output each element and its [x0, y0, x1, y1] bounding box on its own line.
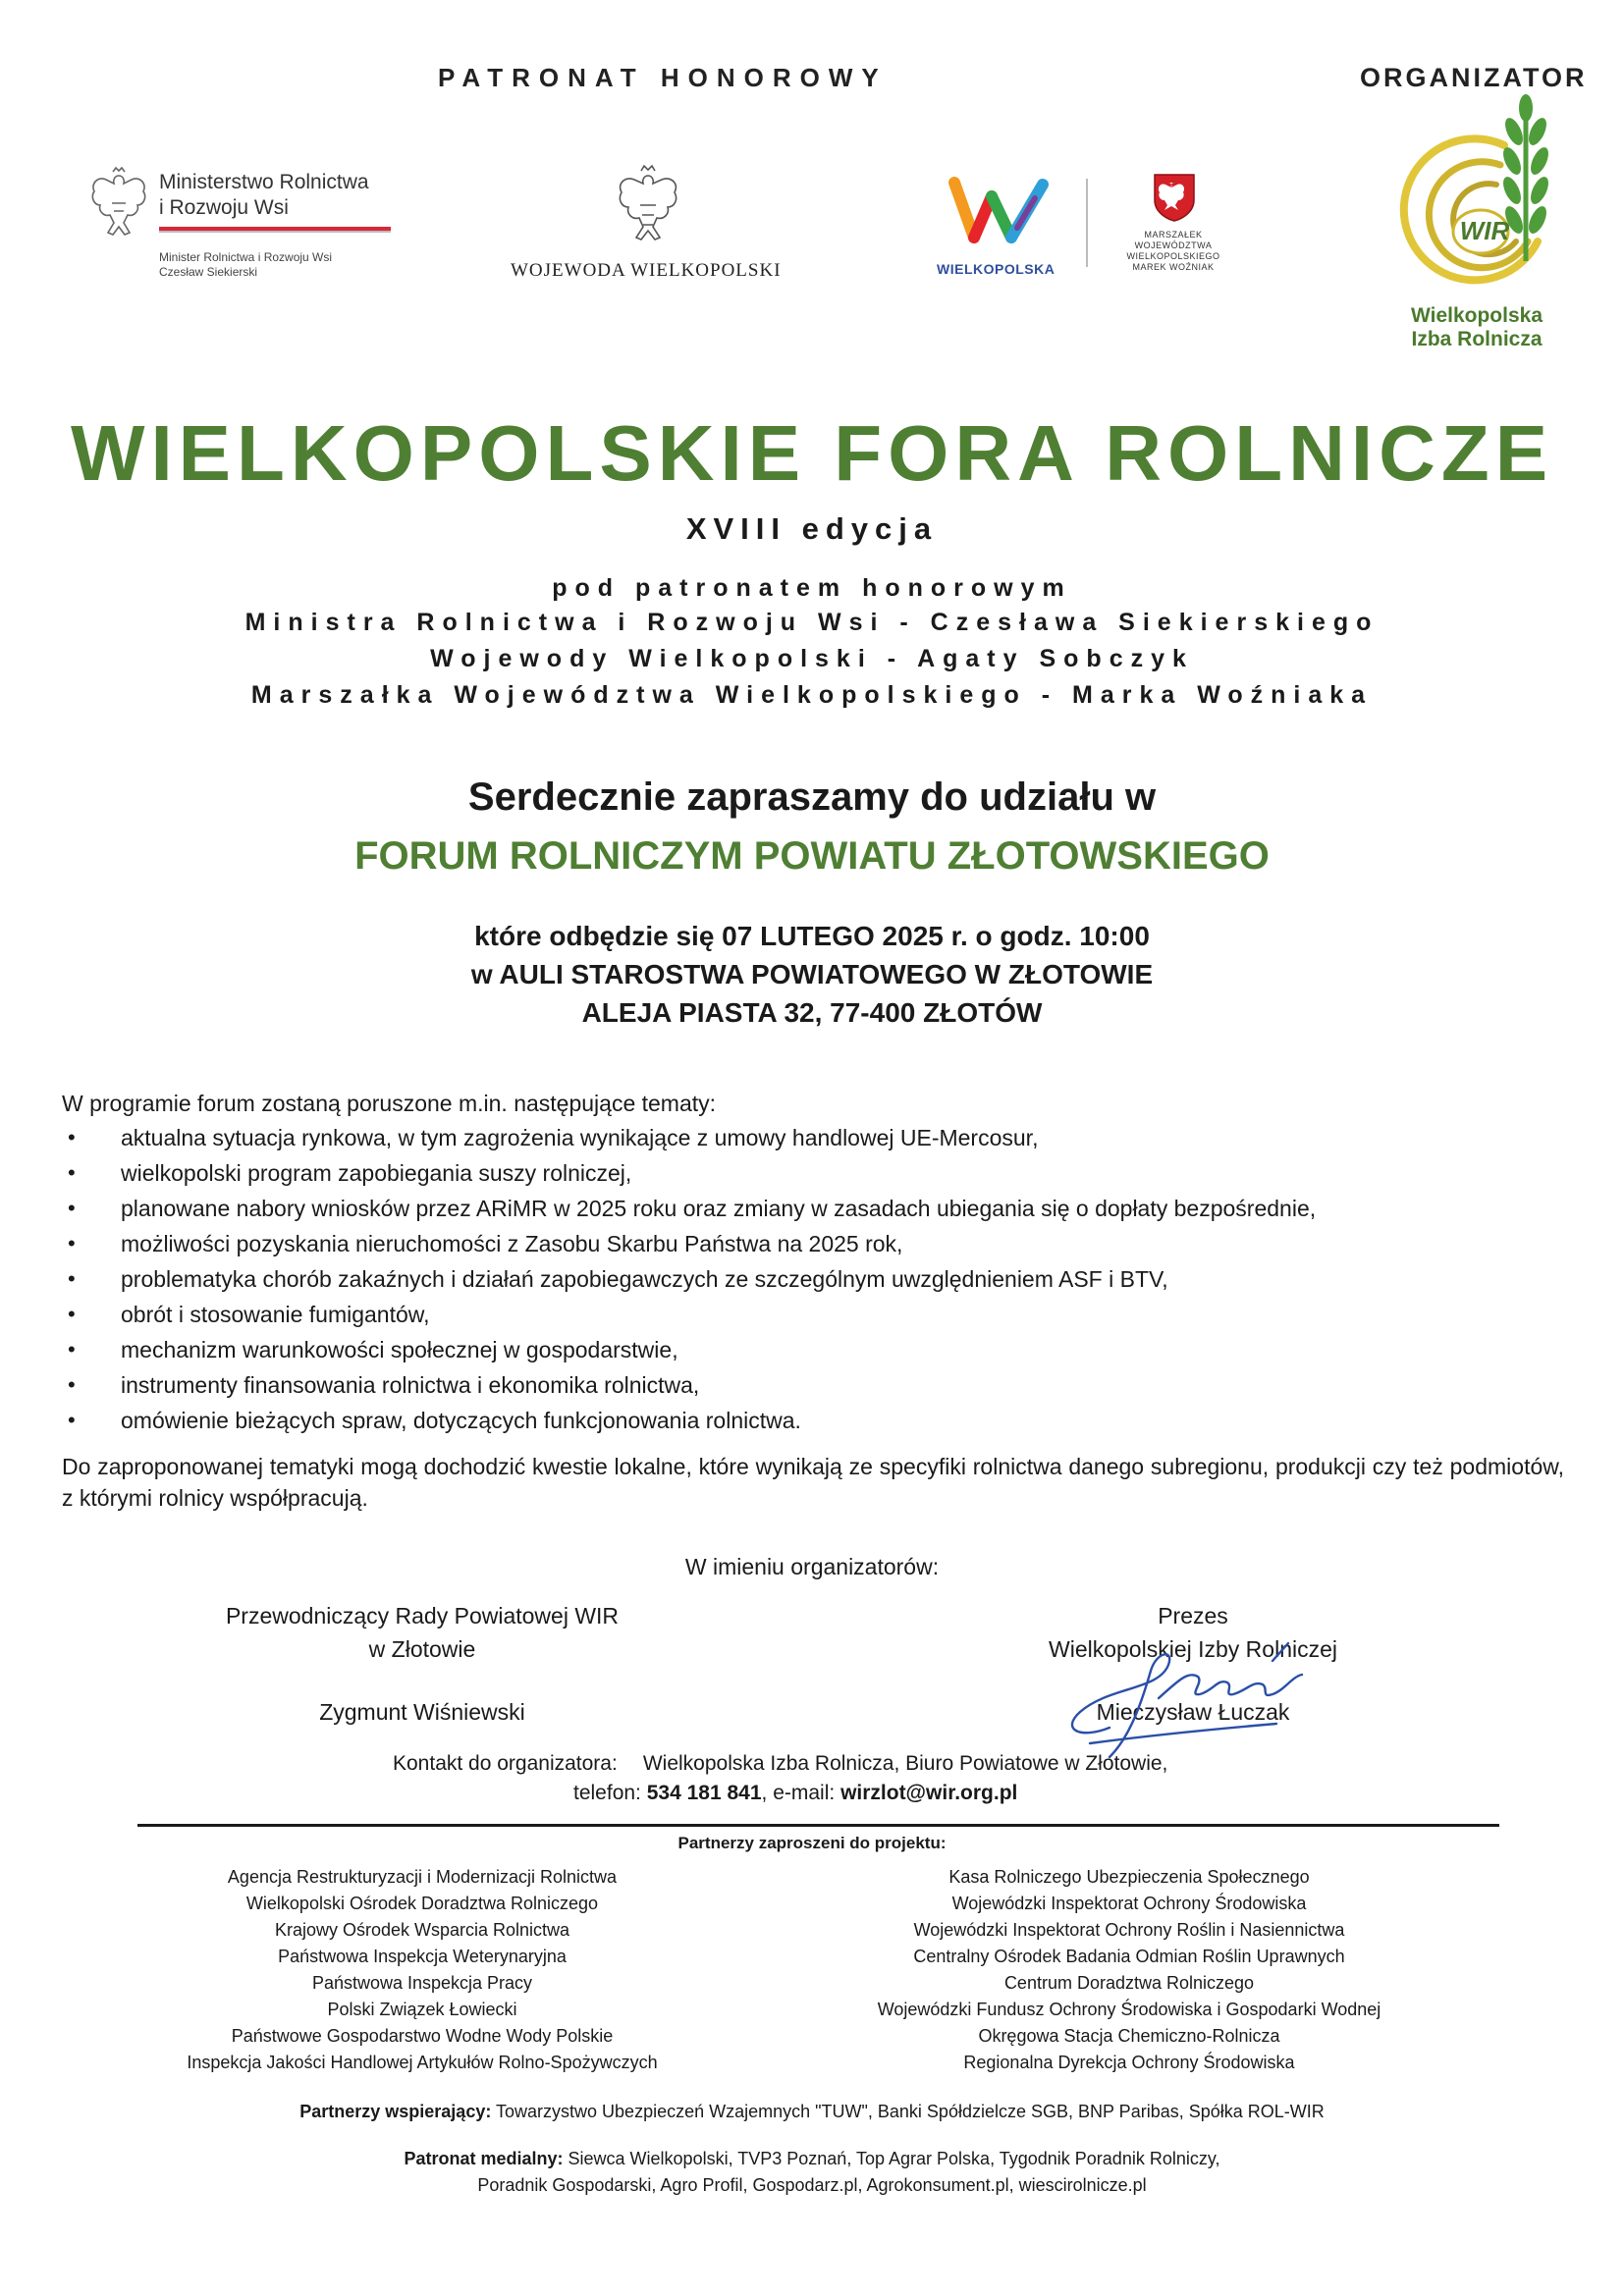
- marszalek-line4: MAREK WOŹNIAK: [1132, 262, 1215, 272]
- event-venue: w AULI STAROSTWA POWIATOWEGO W ZŁOTOWIE: [470, 959, 1154, 989]
- ministry-name-line2: i Rozwoju Wsi: [159, 196, 289, 219]
- wir-line2: Izba Rolnicza: [1411, 328, 1543, 350]
- list-item: • możliwości pozyskania nieruchomości z Zasobu Skarbu Państwa na 2025 rok,: [62, 1226, 1564, 1261]
- on-behalf: W imieniu organizatorów:: [684, 1554, 940, 1579]
- edition: XVIII edycja: [685, 511, 939, 546]
- minister-line2: Czesław Siekierski: [159, 265, 258, 279]
- list-item: Agencja Restrukturyzacji i Modernizacji Rolnictwa: [227, 1867, 618, 1887]
- eagle-emblem-icon: [84, 166, 153, 244]
- list-item: • obrót i stosowanie fumigantów,: [62, 1297, 1564, 1332]
- coat-of-arms-icon: [1153, 173, 1196, 222]
- list-item: Polski Związek Łowiecki: [327, 2000, 517, 2019]
- list-item: • wielkopolski program zapobiegania suszy rolniczej,: [62, 1155, 1564, 1191]
- minister-line1: Minister Rolnictwa i Rozwoju Wsi: [159, 250, 333, 264]
- list-item: • aktualna sytuacja rynkowa, w tym zagrożenia wynikające z umowy handlowej UE-Mercosur,: [62, 1120, 1564, 1155]
- logo-divider: [1086, 179, 1088, 267]
- list-item: Centrum Doradztwa Rolniczego: [1003, 1973, 1255, 1993]
- wir-badge: WIR: [1459, 216, 1510, 245]
- event-address: ALEJA PIASTA 32, 77-400 ZŁOTÓW: [581, 997, 1043, 1028]
- wielkopolska-logo: [933, 167, 1070, 285]
- supporting-label: Partnerzy wspierający:: [299, 2102, 492, 2121]
- media-list-1: Siewca Wielkopolski, TVP3 Poznań, Top Agrar Polska, Tygodnik Poradnik Rolniczy,: [563, 2149, 1220, 2168]
- list-item: Wojewódzki Fundusz Ochrony Środowiska i Gospodarki Wodnej: [877, 2000, 1381, 2019]
- list-item: • instrumenty finansowania rolnictwa i ekonomika rolnictwa,: [62, 1367, 1564, 1403]
- invitation-line: Serdecznie zapraszamy do udziału w: [467, 775, 1157, 819]
- ministry-grey-bar: [159, 231, 391, 233]
- wielkopolska-w-icon: [948, 175, 1051, 253]
- partners-left-column: [118, 1864, 727, 2076]
- right-signer-title1: Prezes: [1158, 1603, 1228, 1629]
- contact-line2: [573, 1779, 1261, 1808]
- left-signer-title2: w Złotowie: [368, 1636, 476, 1662]
- handwritten-signature-icon: [1041, 1622, 1326, 1769]
- left-signer-title1: Przewodniczący Rady Powiatowej WIR: [225, 1603, 620, 1629]
- wojewoda-logo: [501, 162, 795, 290]
- event-date: które odbędzie się 07 LUTEGO 2025 r. o godz. 10:00: [474, 921, 1150, 951]
- left-signer-name: Zygmunt Wiśniewski: [319, 1699, 525, 1725]
- wielkopolska-text: WIELKOPOLSKA: [937, 261, 1056, 277]
- divider: [137, 1824, 1499, 1827]
- list-item: • problematyka chorób zakaźnych i działań zapobiegawczych ze szczególnym uwzględnieniem ASF i BTV,: [62, 1261, 1564, 1297]
- phone-label: telefon:: [573, 1782, 641, 1804]
- list-item: Państwowa Inspekcja Weterynaryjna: [278, 1947, 567, 1966]
- email-link[interactable]: wirzlot@wir.org.pl: [840, 1782, 1018, 1804]
- list-item: Wojewódzki Inspektorat Ochrony Roślin i Nasiennictwa: [913, 1920, 1345, 1940]
- contact-line1: [393, 1749, 1276, 1779]
- supporting-partners: [0, 2099, 1624, 2125]
- list-item: Inspekcja Jakości Handlowej Artykułów Rolno-Spożywczych: [187, 2053, 658, 2072]
- media-label: Patronat medialny:: [404, 2149, 564, 2168]
- list-item: • omówienie bieżących spraw, dotyczących funkcjonowania rolnictwa.: [62, 1403, 1564, 1438]
- supporting-list: Towarzystwo Ubezpieczeń Wzajemnych "TUW", Banki Spółdzielcze SGB, BNP Paribas, Spółka ROL-WIR: [491, 2102, 1325, 2121]
- program-intro: W programie forum zostaną poruszone m.in. następujące tematy:: [62, 1091, 717, 1116]
- list-item: Regionalna Dyrekcja Ochrony Środowiska: [963, 2053, 1295, 2072]
- patronage-minister: Ministra Rolnictwa i Rozwoju Wsi - Czesława Siekierskiego: [244, 609, 1380, 636]
- eagle-emblem-icon: [611, 164, 685, 252]
- main-title: WIELKOPOLSKIE FORA ROLNICZE: [70, 409, 1554, 497]
- list-item: Krajowy Ośrodek Wsparcia Rolnictwa: [274, 1920, 570, 1940]
- list-item: • planowane nabory wniosków przez ARiMR w 2025 roku oraz zmiany w zasadach ubiegania się o dopłaty bezpośrednie,: [62, 1191, 1564, 1226]
- wir-line1: Wielkopolska: [1410, 304, 1543, 327]
- marszalek-line3: WIELKOPOLSKIEGO: [1126, 251, 1220, 261]
- patronage-marszalek: Marszałka Województwa Wielkopolskiego - Marka Woźniaka: [250, 681, 1374, 709]
- list-item: Państwowa Inspekcja Pracy: [311, 1973, 533, 1993]
- list-item: Wojewódzki Inspektorat Ochrony Środowiska: [951, 1894, 1307, 1913]
- forum-title: FORUM ROLNICZYM POWIATU ZŁOTOWSKIEGO: [354, 834, 1270, 878]
- wir-wheat-emblem-icon: [1390, 94, 1567, 300]
- list-item: Kasa Rolniczego Ubezpieczenia Społecznego: [948, 1867, 1310, 1887]
- email-label: , e-mail:: [761, 1782, 836, 1804]
- program-closing: Do zaproponowanej tematyki mogą dochodzić kwestie lokalne, które wynikają ze specyfiki rolnictwa danego subregionu, produkcji czy też podmiotów, z którymi rolnicy współpracują.: [62, 1454, 1564, 1511]
- contact-label: Kontakt do organizatora:: [393, 1752, 618, 1775]
- phone-number[interactable]: 534 181 841: [646, 1782, 762, 1804]
- media-patronage-line1: [0, 2146, 1624, 2172]
- ministry-logo: [84, 162, 399, 290]
- right-signer-title2: Wielkopolskiej Izby Rolniczej: [1049, 1636, 1337, 1662]
- list-item: • mechanizm warunkowości społecznej w gospodarstwie,: [62, 1332, 1564, 1367]
- list-item: Okręgowa Stacja Chemiczno-Rolnicza: [978, 2026, 1280, 2046]
- ministry-name-line1: Ministerstwo Rolnictwa: [159, 171, 369, 193]
- contact-org: Wielkopolska Izba Rolnicza, Biuro Powiatowe w Złotowie,: [642, 1752, 1168, 1775]
- right-signer-name: Mieczysław Łuczak: [1096, 1699, 1290, 1725]
- list-item: Państwowe Gospodarstwo Wodne Wody Polskie: [231, 2026, 614, 2046]
- topics-list: [62, 1120, 1564, 1438]
- marszalek-line1: MARSZAŁEK: [1144, 230, 1203, 240]
- partners-right-column: [825, 1864, 1434, 2076]
- organizer-label: ORGANIZATOR: [1360, 63, 1588, 92]
- patronage-wojewoda: Wojewody Wielkopolski - Agaty Sobczyk: [430, 645, 1194, 672]
- list-item: Wielkopolski Ośrodek Doradztwa Rolniczego: [245, 1894, 599, 1913]
- wir-logo: [1379, 94, 1575, 359]
- partners-heading: Partnerzy zaproszeni do projektu:: [677, 1834, 947, 1852]
- marszalek-line2: WOJEWÓDZTWA: [1134, 240, 1213, 250]
- list-item: Centralny Ośrodek Badania Odmian Roślin Uprawnych: [913, 1947, 1345, 1966]
- patronat-label: PATRONAT HONOROWY: [438, 63, 888, 92]
- patronage-intro: pod patronatem honorowym: [552, 574, 1072, 602]
- media-patronage-line2: Poradnik Gospodarski, Agro Profil, Gospodarz.pl, Agrokonsument.pl, wiescirolnicze.pl: [477, 2175, 1147, 2195]
- marszalek-logo: [1100, 169, 1247, 287]
- wojewoda-text: WOJEWODA WIELKOPOLSKI: [511, 260, 782, 281]
